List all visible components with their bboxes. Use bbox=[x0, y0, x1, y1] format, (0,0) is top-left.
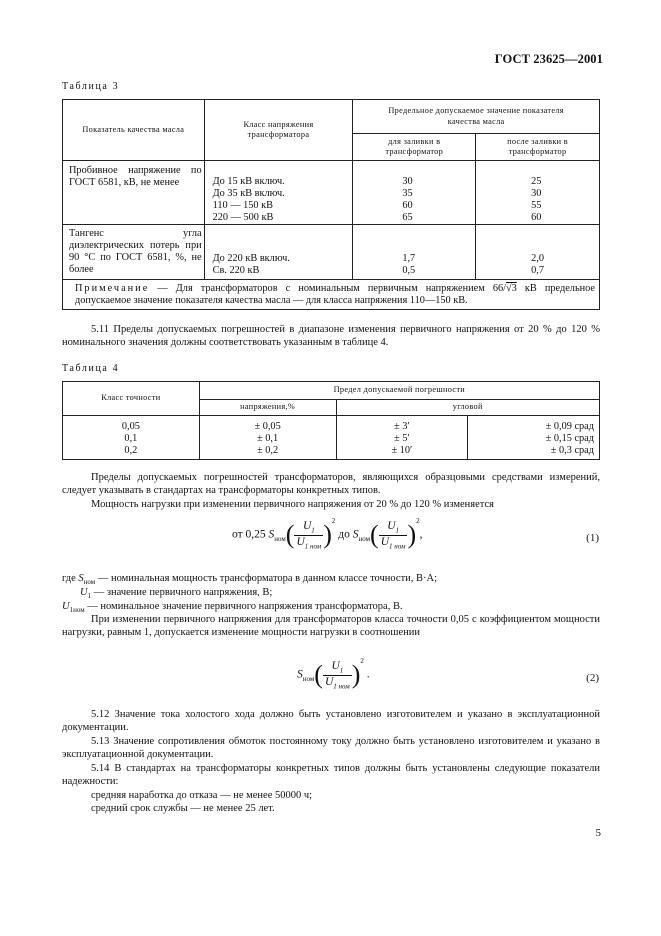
formula-1: от 0,25 $S_{ном}$( $\frac{U_1}{U_{1 ном}}$ )$^2$ до $S_{ном}$( $\frac{U_1}{U_{1 ном}}$ )$^2$, bbox=[232, 516, 423, 550]
table-row bbox=[63, 161, 600, 225]
where-s: S bbox=[78, 573, 84, 584]
table3-class-cell: Св. 220 кВ bbox=[212, 265, 260, 276]
table4-voltage-cell: ± 0,05 bbox=[254, 421, 281, 432]
table3-after-cell: 30 bbox=[531, 188, 542, 199]
where-prefix: где bbox=[62, 573, 79, 584]
table3-after-cell: 2,0 bbox=[531, 253, 545, 264]
where-u1-text: — значение первичного напряжения, В; bbox=[91, 587, 273, 598]
table4-angle-min-cell: ± 10′ bbox=[391, 445, 413, 456]
table3-before-cell: 30 bbox=[402, 176, 413, 187]
table3-header-limit: Предельное допускаемое значение показателя качества масла bbox=[353, 100, 600, 134]
reliability-item-1: средняя наработка до отказа — не менее 50000 ч; bbox=[91, 790, 313, 801]
formula1-den: U bbox=[296, 535, 305, 548]
table-row bbox=[63, 416, 600, 460]
table3-header-indicator: Показатель качества масла bbox=[63, 100, 205, 161]
table3-indicator-tangent: Тангенс угла диэлектрических потерь при 90 °С по ГОСТ 6581, %, не более bbox=[63, 225, 205, 280]
table3-after-cell: 25 bbox=[531, 176, 542, 187]
table3-before-cell: 1,7 bbox=[402, 253, 416, 264]
table3-note-label: Примечание bbox=[75, 283, 150, 294]
paragraph-reference: Пределы допускаемых погрешностей трансформаторов, являющихся образцовыми средствами измерений, следует указывать в стандартах на трансформаторы конкретных типов. bbox=[62, 472, 600, 497]
formula1-num: U bbox=[302, 520, 312, 533]
formula1-from: от 0,25 bbox=[232, 528, 266, 541]
table4-header-limit: Предел допускаемой погрешности bbox=[199, 382, 599, 400]
formula-2: $S_{ном}$( $\frac{U_1}{U_{1 ном}}$ )$^2$ . bbox=[297, 656, 370, 690]
table4-accuracy-cell: 0,2 bbox=[124, 445, 138, 456]
table3-class-cell: До 220 кВ включ. bbox=[212, 253, 290, 264]
table3-note-part2: кВ предельное допускаемое значение показателя качества масла — для класса напряжения 110—150 кВ. bbox=[75, 283, 595, 306]
table3 bbox=[62, 99, 600, 310]
formula1-den-sub: 1 ном bbox=[304, 541, 322, 550]
paragraph-change: При изменении первичного напряжения для трансформаторов класса точности 0,05 с коэффициентом мощности нагрузки, равным 1, допускается изменение мощности нагрузки в соотношении bbox=[62, 614, 600, 639]
table3-after-cell: 0,7 bbox=[531, 265, 545, 276]
where-s-text: — номинальная мощность трансформатора в данном классе точности, В·А; bbox=[95, 573, 438, 584]
formula2-den: U bbox=[324, 675, 334, 688]
table3-caption: Таблица 3 bbox=[62, 81, 120, 92]
table3-before-cell: 0,5 bbox=[402, 265, 416, 276]
where-u1: U bbox=[80, 587, 88, 598]
table4-voltage-cell: ± 0,2 bbox=[257, 445, 279, 456]
formula2-number: (2) bbox=[586, 672, 599, 684]
table3-header-after: после заливки в трансформатор bbox=[476, 134, 600, 161]
formula1-s2-sub: ном bbox=[358, 534, 371, 543]
table3-after-cell: 55 bbox=[531, 200, 542, 211]
formula2-exp: 2 bbox=[360, 656, 364, 665]
table4-header-angle: угловой bbox=[336, 400, 600, 416]
formula2-den-sub: 1 ном bbox=[333, 681, 350, 690]
formula1-to: до bbox=[338, 528, 350, 541]
table4-angle-crad-cell: ± 0,3 срад bbox=[550, 445, 594, 456]
table4-caption: Таблица 4 bbox=[62, 363, 120, 374]
table4-angle-min-cell: ± 5′ bbox=[394, 433, 410, 444]
paragraph-5-11: 5.11 Пределы допускаемых погрешностей в диапазоне изменения первичного напряжения от 20 % до 120 % номинального значения должны соответствовать указанным в таблице 4. bbox=[62, 324, 600, 349]
where-s-sub: ном bbox=[83, 578, 96, 587]
where-u1-sub: 1 bbox=[87, 592, 92, 601]
formula2-num: U bbox=[331, 660, 340, 673]
table4-voltage-cell: ± 0,1 bbox=[257, 433, 279, 444]
table4-accuracy-cell: 0,1 bbox=[124, 433, 138, 444]
paragraph-5-12: 5.12 Значение тока холостого хода должно быть установлено изготовителем и указано в эксплуатационной документации. bbox=[62, 709, 600, 734]
table4-accuracy-cell: 0,05 bbox=[121, 421, 140, 432]
table4-header-voltage: напряжения,% bbox=[199, 400, 336, 416]
standard-header: ГОСТ 23625—2001 bbox=[494, 52, 603, 66]
formula2-dot: . bbox=[366, 668, 370, 681]
table4 bbox=[62, 381, 600, 460]
table3-class-cell: 110 — 150 кВ bbox=[212, 200, 274, 211]
page-number: 5 bbox=[595, 827, 601, 839]
formula2-num-sub: 1 bbox=[339, 666, 344, 675]
table3-indicator-breakdown: Пробивное напряжение по ГОСТ 6581, кВ, не менее bbox=[63, 161, 205, 225]
reliability-item-2: средний срок службы — не менее 25 лет. bbox=[91, 803, 275, 814]
table3-note-part1: — Для трансформаторов с номинальным первичным напряжением 66/ bbox=[149, 283, 506, 294]
formula1-s-sub: ном bbox=[274, 534, 286, 543]
formula1-num2: U bbox=[387, 520, 396, 533]
formula2-s: S bbox=[297, 668, 303, 681]
paragraph-5-14: 5.14 В стандартах на трансформаторы конкретных типов должны быть установлены следующие показатели надежности: bbox=[62, 763, 600, 788]
table3-class-cell: До 35 кВ включ. bbox=[212, 188, 285, 199]
table4-angle-min-cell: ± 3′ bbox=[394, 421, 410, 432]
formula1-comma: , bbox=[419, 528, 423, 541]
formula1-exp2: 2 bbox=[416, 516, 420, 525]
formula1-den2-sub: 1 ном bbox=[389, 541, 406, 550]
table3-header-class: Класс напряжения трансформатора bbox=[204, 100, 353, 161]
formula1-s2: S bbox=[352, 528, 359, 541]
formula1-s: S bbox=[268, 528, 275, 541]
table4-angle-crad-cell: ± 0,09 срад bbox=[545, 421, 594, 432]
table3-note-sqrt: √3 bbox=[506, 283, 517, 294]
formula1-exp: 2 bbox=[331, 516, 336, 525]
table3-class-cell: 220 — 500 кВ bbox=[212, 212, 274, 223]
where-u1nom-sub: 1ном bbox=[69, 606, 85, 615]
table3-note bbox=[63, 280, 600, 310]
formula1-den2: U bbox=[380, 535, 390, 548]
formula2-s-sub: ном bbox=[302, 674, 315, 683]
table3-header-before: для заливки в трансформатор bbox=[353, 134, 476, 161]
table3-before-cell: 65 bbox=[402, 212, 413, 223]
table3-class-cell: До 15 кВ включ. bbox=[212, 176, 285, 187]
table4-angle-crad-cell: ± 0,15 срад bbox=[545, 433, 594, 444]
table3-before-cell: 35 bbox=[402, 188, 413, 199]
formula1-number: (1) bbox=[586, 532, 599, 544]
where-u1nom-text: — номинальное значение первичного напряжения трансформатора, В. bbox=[84, 601, 403, 612]
where-u1nom: U bbox=[62, 601, 70, 612]
formula1-num2-sub: 1 bbox=[395, 526, 399, 535]
table3-after-cell: 60 bbox=[531, 212, 542, 223]
table3-before-cell: 60 bbox=[402, 200, 413, 211]
paragraph-load: Мощность нагрузки при изменении первичного напряжения от 20 % до 120 % изменяется bbox=[91, 499, 494, 510]
table-row bbox=[63, 225, 600, 280]
formula1-num-sub: 1 bbox=[311, 526, 315, 535]
paragraph-5-13: 5.13 Значение сопротивления обмоток постоянному току должно быть установлено изготовителем и указано в эксплуатационной документации. bbox=[62, 736, 600, 761]
table4-header-accuracy: Класс точности bbox=[63, 382, 200, 416]
